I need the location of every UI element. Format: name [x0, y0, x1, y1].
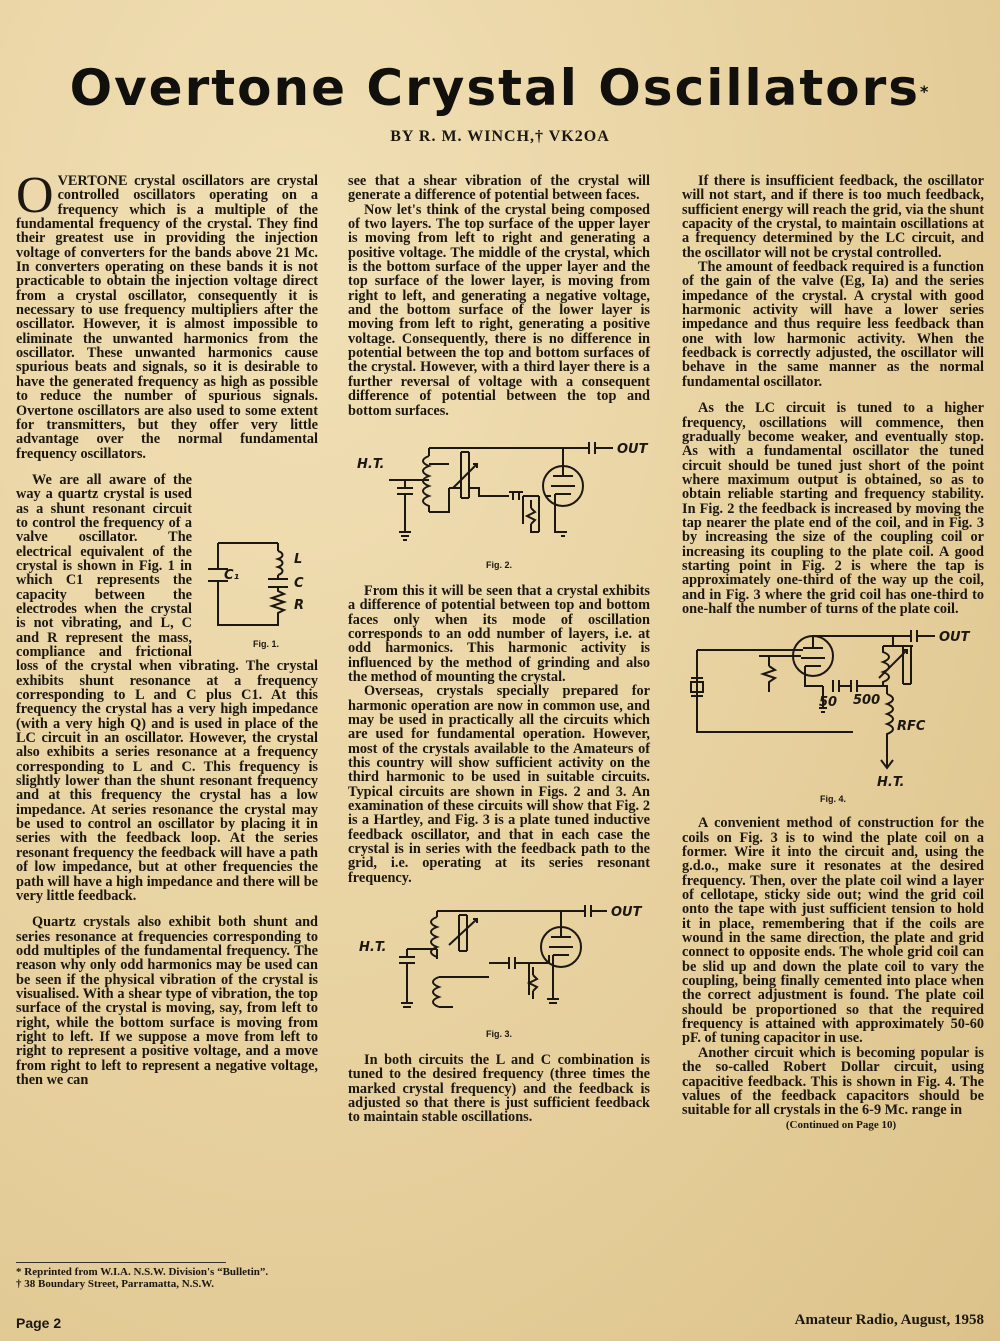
continued-note: (Continued on Page 10) — [785, 1118, 897, 1131]
fig1-label-l: L — [294, 551, 303, 567]
fig2-label-ht: H.T. — [357, 456, 385, 472]
paragraph: Now let's think of the crystal being composed of two layers. The top surface of the upper layer is moving from left to right and generating a positive voltage. The middle of the crystal, which is the bottom surface of the upper layer and the top surface of the lower layer, is moving from right to left, and generating a negative voltage, and the bottom surface of the lower layer is moving from left to right, generating a positive voltage. Consequently, there is no difference in potential between the top and bottom surfaces of the crystal. However, with a third layer there is a further reversal of voltage with a consequent difference of potential between the top and bottom surfaces. — [348, 201, 650, 419]
fig1-label-c: C — [294, 575, 304, 591]
figure-3 — [348, 895, 650, 1043]
fig4-caption: Fig. 4. — [819, 794, 846, 805]
paragraph: From this it will be seen that a crystal exhibits a difference of potential between top and bottom faces only when its mode of oscillation corresponds to an odd number of layers, i.e. at odd harmonics. This harmonic activity is influenced by the method of grinding and also the method of mounting the crystal. — [348, 582, 650, 685]
paragraph: OVERTONE crystal oscillators are crystal controlled oscillators operating on a frequency which is a multiple of the fundamental frequency of the crystal. They find their greatest use in providing the injection voltage of converters for the bands above 21 Mc. In converters operating on these bands it is not practicable to obtain the injection voltage direct from a crystal oscillator, consequently it is necessary to use frequency multipliers after the oscillator. However, it is almost impossible to eliminate the unwanted harmonics from the oscillator. These unwanted harmonics cause spurious beats and signals, so it is desirable to have the generated frequency as high as possible to reduce the number of spurious signals. Overtone oscillators are also used to some extent for transmitters, but they offer very little advantage over the normal fundamental frequency oscillators. — [16, 167, 318, 462]
paragraph: see that a shear vibration of the crystal will generate a difference of potential between faces. — [348, 173, 650, 204]
paragraph: Overseas, crystals specially prepared for harmonic operation are now in common use, and may be used in practically all the circuits which are used for fundamental operation. However, most of the crystals available to the Amateurs of this country will show sufficient activity on the third harmonic to be used in suitable circuits. Typical circuits are shown in Figs. 2 and 3. An examination of these circuits will show that Fig. 2 is a Hartley, and Fig. 3 is a plate tuned inductive feedback oscillator, and that in each case the crystal is in series with the feedback path to the grid, i.e. operating at its series resonant frequency. — [348, 683, 650, 886]
fig1-label-r: R — [294, 597, 305, 613]
paragraph: As the LC circuit is tuned to a higher frequency, oscillations will commence, then gradually become weaker, and eventually stop. As with a fundamental oscillator the tuned circuit should be tuned just short of the point where maximum output is obtained, so as to obtain reliable starting and frequency stability. In Fig. 2 the feedback is increased by moving the tap nearer the plate end of the coil, and in Fig. 3 by increasing the size of the coupling coil or increasing its coupling to the plate coil. A good starting point in Fig. 2 is where the tap is approximately one-third of the way up the coil, and in Fig. 3 where the grid coil has one-third to one-half the number of turns of the plate coil. — [682, 400, 984, 617]
fig4-label-out: OUT — [939, 630, 970, 646]
paragraph: Quartz crystals also exhibit both shunt and series resonance at frequencies corresponding to odd multiples of the fundamental frequency. The reason why only odd harmonics may be used can be seen if the physical vibration of the crystal is visualised. With a shear type of vibration, the top surface of the crystal is moving, say, from left to right, while the bottom surface is moving from right to left. If we suppose a move from left to right to represent a positive voltage, and a move from right to left to represent a negative voltage, then we can — [16, 914, 318, 1088]
footnote-reprint: * Reprinted from W.I.A. N.S.W. Division's “Bulletin”. — [16, 1266, 269, 1278]
figure-4 — [682, 626, 984, 806]
fig1-label-c1: C₁ — [224, 567, 240, 583]
paragraph: The amount of feedback required is a function of the gain of the valve (Eg, Ia) and the series impedance of the crystal. A crystal with good harmonic activity will have a lower series impedance and thus require less feedback than one with low harmonic activity. When the feedback is correctly adjusted, the oscillator will behave in the same manner as the normal fundamental oscillator. — [682, 259, 984, 390]
fig3-label-out: OUT — [611, 905, 642, 921]
footnote-rule — [16, 1262, 226, 1263]
fig3-label-ht: H.T. — [359, 940, 387, 956]
column-1 — [16, 167, 318, 1088]
paragraph: C₁ L C R Fig. 1. We are all aware of the way a quartz crystal is used as a shunt resonant circuit to control the frequency of a valve oscillator. The electrical equivalent of the crystal is shown in Fig. 1 in which C1 represents the capacity between the electrodes when the crystal is not vibrating, and L, C and R represent the mass, compliance and frictional loss of the crystal when vibrating. The crystal exhibits shunt resonance at a frequency corresponding to L and C plus C1. At this frequency the crystal has a very high impedance (with a very high Q) and is used in place of the LC circuit in an oscillator. However, the crystal also exhibits a series resonance at a frequency corresponding to L and C. This frequency is slightly lower than the shunt resonant frequency and at this frequency the crystal has a low impedance. At series resonance the crystal may be used to control an oscillator by placing it in series with the feedback loop. At the series resonant frequency the feedback will have a path of low impedance, but at other frequencies the path will have a high impedance and there will be very little feedback. — [16, 471, 318, 904]
fig4-schematic — [683, 626, 983, 792]
fig4-label-50: 50 — [819, 695, 838, 711]
paragraph: If there is insufficient feedback, the oscillator will not start, and if there is too much feedback, sufficient energy will reach the grid, via the shunt capacity of the crystal, to maintain oscillations at a frequency determined by the LC circuit, and the oscillator will not be crystal controlled. — [682, 173, 984, 261]
paragraph: Another circuit which is becoming popular is the so-called Robert Dollar circuit, using capacitive feedback. This is shown in Fig. 4. The values of the feedback capacitors should be suitable for all crystals in the 6-9 Mc. range in — [682, 1044, 984, 1119]
fig2-caption: Fig. 2. — [485, 559, 512, 570]
byline: BY R. M. WINCH,† VK2OA — [390, 128, 610, 145]
paragraph: A convenient method of construction for the coils on Fig. 3 is to wind the plate coil on a former. Wire it into the circuit and, using the g.d.o., make sure it resonates at the desired frequency. Then, over the plate coil wind a layer of cellotape, sticky side out; wind the grid coil onto the tape with just sufficient tension to hold it in place, remembering that if the coils are wound in the same direction, the plate and grid connect to opposite ends. The whole grid coil can be slid up and down the plate coil to vary the coupling, being finally cemented into place when the correct adjustment is found. The plate coil should be proportioned so that the required frequency is attained with approximately 50-60 pF. of tuning capacitor in use. — [682, 815, 984, 1047]
figure-1 — [198, 533, 318, 651]
footnote-address: † 38 Boundary Street, Parramatta, N.S.W. — [16, 1278, 214, 1290]
fig4-label-rfc: RFC — [897, 719, 926, 735]
fig2-schematic — [349, 428, 649, 558]
figure-2 — [348, 428, 650, 574]
fig1-caption: Fig. 1. — [252, 638, 279, 649]
footnotes — [16, 1262, 336, 1290]
fig4-label-ht: H.T. — [877, 775, 905, 791]
page-number: Page 2 — [16, 1315, 62, 1331]
fig2-label-out: OUT — [617, 441, 648, 457]
fig3-schematic — [349, 895, 649, 1027]
running-footer: Amateur Radio, August, 1958 — [794, 1312, 984, 1328]
title-footnote-mark: * — [920, 82, 931, 101]
fig4-label-500: 500 — [853, 693, 881, 709]
article-title: Overtone Crystal Oscillators* — [69, 59, 931, 117]
drop-cap: O — [16, 167, 54, 224]
fig3-caption: Fig. 3. — [485, 1029, 512, 1040]
fig1-schematic — [198, 533, 318, 637]
column-2 — [348, 174, 650, 1125]
column-3 — [682, 174, 984, 1132]
paragraph: In both circuits the L and C combination is tuned to the desired frequency (three times the marked crystal frequency) and the feedback is adjusted so that there is just sufficient feedback to maintain stable oscillations. — [348, 1052, 650, 1126]
